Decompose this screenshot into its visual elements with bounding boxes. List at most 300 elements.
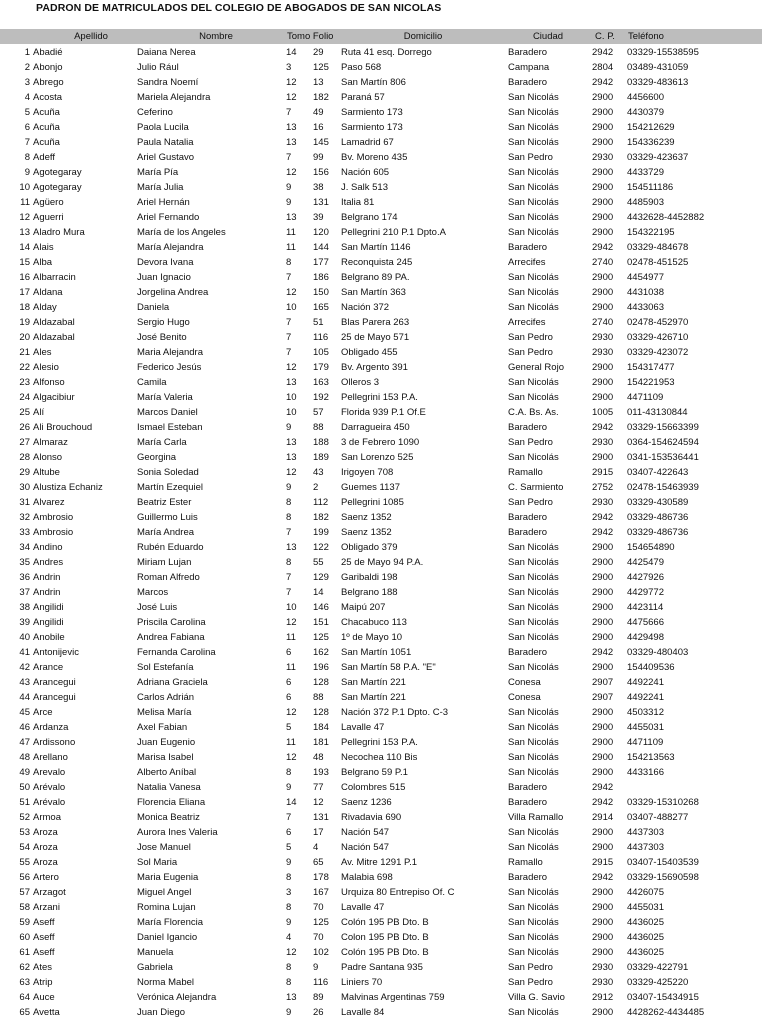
cell-folio: 151: [313, 617, 329, 628]
cell-nombre: Gabriela: [137, 962, 173, 973]
cell-ciudad: San Pedro: [508, 437, 553, 448]
cell-telefono: 02478-452970: [627, 317, 689, 328]
row-number: 24: [19, 392, 30, 403]
cell-folio: 156: [313, 167, 329, 178]
header-cp: C. P.: [595, 31, 615, 42]
cell-tomo: 9: [286, 917, 292, 928]
cell-domicilio: Malvinas Argentinas 759: [341, 992, 445, 1003]
table-row: [0, 450, 768, 465]
cell-folio: 199: [313, 527, 329, 538]
cell-telefono: 011-43130844: [627, 407, 688, 418]
cell-domicilio: Reconquista 245: [341, 257, 413, 268]
cell-ciudad: San Nicolás: [508, 542, 559, 553]
cell-ciudad: C. Sarmiento: [508, 482, 564, 493]
cell-ciudad: Conesa: [508, 692, 541, 703]
row-number: 47: [19, 737, 30, 748]
cell-folio: 116: [313, 977, 329, 988]
table-row: [0, 180, 768, 195]
cell-tomo: 11: [286, 227, 296, 238]
cell-apellido: Ali Brouchoud: [33, 422, 93, 433]
cell-ciudad: San Nicolás: [508, 392, 559, 403]
cell-tomo: 7: [286, 317, 292, 328]
table-row: [0, 975, 768, 990]
cell-telefono: 03329-15310268: [627, 797, 699, 808]
row-number: 59: [19, 917, 30, 928]
cell-ciudad: San Nicolás: [508, 137, 559, 148]
cell-nombre: Julio Rául: [137, 62, 179, 73]
cell-folio: 189: [313, 452, 329, 463]
cell-domicilio: Sarmiento 173: [341, 122, 403, 133]
cell-nombre: Daiana Nerea: [137, 47, 196, 58]
cell-telefono: 4492241: [627, 677, 664, 688]
cell-ciudad: San Nicolás: [508, 197, 559, 208]
cell-nombre: Sol Maria: [137, 857, 178, 868]
cell-domicilio: Saenz 1236: [341, 797, 392, 808]
cell-folio: 105: [313, 347, 329, 358]
cell-domicilio: Colón 195 PB Dto. B: [341, 947, 429, 958]
cell-folio: 144: [313, 242, 329, 253]
cell-apellido: Alday: [33, 302, 57, 313]
cell-telefono: 154511186: [627, 182, 674, 193]
cell-tomo: 7: [286, 572, 292, 583]
row-number: 48: [19, 752, 30, 763]
cell-apellido: Albarracin: [33, 272, 76, 283]
cell-telefono: 154213563: [627, 752, 675, 763]
table-row: [0, 570, 768, 585]
row-number: 56: [19, 872, 30, 883]
cell-tomo: 8: [286, 872, 292, 883]
cell-domicilio: Saenz 1352: [341, 527, 392, 538]
cell-folio: 178: [313, 872, 329, 883]
cell-folio: 12: [313, 797, 324, 808]
cell-ciudad: San Nicolás: [508, 887, 559, 898]
cell-telefono: 4437303: [627, 842, 664, 853]
cell-apellido: Acosta: [33, 92, 63, 103]
cell-ciudad: San Nicolás: [508, 272, 559, 283]
cell-tomo: 13: [286, 437, 297, 448]
cell-telefono: 4429498: [627, 632, 664, 643]
cell-apellido: Andino: [33, 542, 63, 553]
cell-domicilio: Obligado 379: [341, 542, 398, 553]
row-number: 45: [19, 707, 30, 718]
table-row: [0, 495, 768, 510]
cell-domicilio: Paso 568: [341, 62, 382, 73]
table-row: [0, 540, 768, 555]
cell-ciudad: San Nicolás: [508, 167, 559, 178]
cell-nombre: Daniel Igancio: [137, 932, 198, 943]
row-number: 4: [24, 92, 30, 103]
page-title: PADRON DE MATRICULADOS DEL COLEGIO DE ABOGADOS DE SAN NICOLAS: [36, 2, 442, 14]
cell-cp: 2912: [592, 992, 614, 1003]
cell-nombre: Verónica Alejandra: [137, 992, 217, 1003]
cell-telefono: 0341-153536441: [627, 452, 699, 463]
cell-telefono: 154212629: [627, 122, 675, 133]
cell-nombre: María de los Angeles: [137, 227, 226, 238]
row-number: 1: [24, 47, 30, 58]
cell-telefono: 03329-425220: [627, 977, 689, 988]
cell-ciudad: Baradero: [508, 242, 548, 253]
cell-folio: 125: [313, 917, 329, 928]
cell-apellido: Ales: [33, 347, 52, 358]
cell-cp: 2942: [592, 242, 614, 253]
cell-nombre: Paula Natalia: [137, 137, 194, 148]
cell-cp: 2900: [592, 167, 614, 178]
cell-nombre: Norma Mabel: [137, 977, 195, 988]
cell-domicilio: San Martín 806: [341, 77, 406, 88]
cell-telefono: 4423114: [627, 602, 664, 613]
cell-tomo: 6: [286, 692, 292, 703]
cell-tomo: 3: [286, 887, 292, 898]
cell-telefono: 4432628-4452882: [627, 212, 705, 223]
table-row: [0, 510, 768, 525]
row-number: 6: [24, 122, 30, 133]
cell-tomo: 8: [286, 977, 292, 988]
cell-apellido: Alesio: [33, 362, 59, 373]
table-row: [0, 705, 768, 720]
cell-folio: 192: [313, 392, 329, 403]
cell-ciudad: San Nicolás: [508, 92, 559, 103]
cell-telefono: 4437303: [627, 827, 664, 838]
row-number: 12: [19, 212, 30, 223]
table-row: [0, 480, 768, 495]
cell-domicilio: Nación 372: [341, 302, 390, 313]
cell-folio: 131: [313, 197, 329, 208]
cell-tomo: 8: [286, 512, 292, 523]
cell-folio: 51: [313, 317, 324, 328]
cell-telefono: 03329-423072: [627, 347, 689, 358]
cell-domicilio: San Martín 221: [341, 692, 406, 703]
cell-folio: 150: [313, 287, 329, 298]
cell-ciudad: Baradero: [508, 647, 548, 658]
cell-nombre: Georgina: [137, 452, 177, 463]
cell-cp: 2900: [592, 617, 614, 628]
cell-apellido: Aldana: [33, 287, 63, 298]
row-number: 11: [20, 197, 30, 208]
cell-apellido: Alfonso: [33, 377, 65, 388]
cell-cp: 2900: [592, 707, 614, 718]
row-number: 51: [19, 797, 30, 808]
cell-apellido: Aldazabal: [33, 317, 75, 328]
cell-domicilio: Colon 195 PB Dto. B: [341, 932, 429, 943]
cell-cp: 2915: [592, 857, 614, 868]
cell-tomo: 9: [286, 782, 292, 793]
cell-nombre: Martín Ezequiel: [137, 482, 204, 493]
cell-cp: 2942: [592, 872, 614, 883]
cell-domicilio: Guemes 1137: [341, 482, 400, 493]
cell-telefono: 4485903: [627, 197, 664, 208]
cell-telefono: 154221953: [627, 377, 675, 388]
cell-folio: 17: [313, 827, 324, 838]
table-row: [0, 990, 768, 1005]
cell-cp: 2900: [592, 842, 614, 853]
cell-ciudad: C.A. Bs. As.: [508, 407, 559, 418]
cell-apellido: Arévalo: [33, 797, 66, 808]
cell-tomo: 12: [286, 752, 297, 763]
table-row: [0, 795, 768, 810]
cell-tomo: 7: [286, 587, 292, 598]
cell-domicilio: Olleros 3: [341, 377, 380, 388]
table-row: [0, 870, 768, 885]
cell-tomo: 12: [286, 167, 297, 178]
cell-ciudad: San Nicolás: [508, 122, 559, 133]
row-number: 63: [19, 977, 30, 988]
cell-tomo: 9: [286, 197, 292, 208]
cell-folio: 184: [313, 722, 329, 733]
cell-folio: 146: [313, 602, 329, 613]
row-number: 40: [19, 632, 30, 643]
cell-telefono: 154409536: [627, 662, 675, 673]
cell-apellido: Acuña: [33, 107, 60, 118]
cell-domicilio: Pellegrini 153 P.A.: [341, 392, 418, 403]
cell-tomo: 8: [286, 497, 292, 508]
cell-nombre: Maria Eugenia: [137, 872, 199, 883]
table-row: [0, 345, 768, 360]
cell-folio: 88: [313, 422, 324, 433]
cell-telefono: 4433166: [627, 767, 664, 778]
cell-cp: 2900: [592, 1007, 614, 1018]
cell-folio: 57: [313, 407, 324, 418]
cell-cp: 2900: [592, 557, 614, 568]
cell-nombre: Ariel Hernán: [137, 197, 190, 208]
cell-domicilio: 3 de Febrero 1090: [341, 437, 420, 448]
cell-apellido: Avetta: [33, 1007, 60, 1018]
cell-tomo: 11: [286, 737, 296, 748]
cell-ciudad: Arrecifes: [508, 317, 546, 328]
row-number: 28: [19, 452, 30, 463]
cell-folio: 112: [313, 497, 329, 508]
cell-nombre: Monica Beatriz: [137, 812, 200, 823]
cell-tomo: 6: [286, 647, 292, 658]
cell-folio: 99: [313, 152, 324, 163]
table-row: [0, 135, 768, 150]
cell-telefono: 03329-15538595: [627, 47, 699, 58]
table-row: [0, 300, 768, 315]
cell-nombre: Maria Alejandra: [137, 347, 204, 358]
cell-apellido: Ambrosio: [33, 512, 74, 523]
cell-tomo: 8: [286, 257, 292, 268]
cell-domicilio: Nación 372 P.1 Dpto. C-3: [341, 707, 449, 718]
cell-ciudad: San Nicolás: [508, 182, 559, 193]
cell-domicilio: Darragueira 450: [341, 422, 410, 433]
cell-tomo: 13: [286, 212, 297, 223]
row-number: 57: [19, 887, 30, 898]
header-ciudad: Ciudad: [532, 31, 564, 42]
cell-tomo: 5: [286, 722, 292, 733]
cell-ciudad: General Rojo: [508, 362, 564, 373]
cell-cp: 2900: [592, 287, 614, 298]
cell-ciudad: Baradero: [508, 527, 548, 538]
cell-ciudad: Campana: [508, 62, 550, 73]
cell-tomo: 4: [286, 932, 292, 943]
row-number: 53: [19, 827, 30, 838]
row-number: 54: [19, 842, 30, 853]
cell-folio: 116: [313, 332, 329, 343]
cell-apellido: Aladro Mura: [33, 227, 85, 238]
cell-cp: 2915: [592, 467, 614, 478]
cell-folio: 2: [313, 482, 319, 493]
cell-nombre: Romina Lujan: [137, 902, 196, 913]
cell-tomo: 12: [286, 287, 297, 298]
cell-nombre: María Carla: [137, 437, 187, 448]
cell-telefono: 0364-154624594: [627, 437, 699, 448]
cell-ciudad: San Nicolás: [508, 752, 559, 763]
cell-telefono: 154317477: [627, 362, 675, 373]
cell-tomo: 13: [286, 992, 297, 1003]
cell-tomo: 8: [286, 767, 292, 778]
table-row: [0, 885, 768, 900]
cell-domicilio: Lavalle 47: [341, 722, 385, 733]
cell-ciudad: San Nicolás: [508, 632, 559, 643]
cell-apellido: Agüero: [33, 197, 64, 208]
cell-folio: 145: [313, 137, 329, 148]
header-domicilio: Domicilio: [403, 31, 443, 42]
row-number: 64: [19, 992, 30, 1003]
cell-domicilio: Italia 81: [341, 197, 375, 208]
cell-ciudad: San Nicolás: [508, 377, 559, 388]
cell-cp: 2942: [592, 782, 614, 793]
row-number: 3: [24, 77, 30, 88]
cell-folio: 186: [313, 272, 329, 283]
row-number: 26: [19, 422, 30, 433]
row-number: 16: [19, 272, 30, 283]
table-row: [0, 840, 768, 855]
cell-tomo: 9: [286, 422, 292, 433]
cell-telefono: 4456600: [627, 92, 664, 103]
cell-telefono: 4428262-4434485: [627, 1007, 705, 1018]
cell-folio: 128: [313, 677, 329, 688]
cell-apellido: Aldazabal: [33, 332, 75, 343]
table-row: [0, 960, 768, 975]
table-row: [0, 285, 768, 300]
row-number: 21: [19, 347, 30, 358]
row-number: 29: [19, 467, 30, 478]
cell-domicilio: Nación 547: [341, 842, 390, 853]
table-row: [0, 165, 768, 180]
cell-nombre: Marcos: [137, 587, 169, 598]
cell-nombre: Miriam Lujan: [137, 557, 192, 568]
cell-telefono: 03329-483613: [627, 77, 689, 88]
cell-ciudad: Villa G. Savio: [508, 992, 565, 1003]
cell-cp: 2900: [592, 827, 614, 838]
cell-ciudad: Arrecifes: [508, 257, 546, 268]
table-row: [0, 555, 768, 570]
cell-apellido: Aroza: [33, 827, 58, 838]
cell-ciudad: San Nicolás: [508, 452, 559, 463]
cell-domicilio: Sarmiento 173: [341, 107, 403, 118]
cell-folio: 122: [313, 542, 329, 553]
cell-ciudad: San Nicolás: [508, 227, 559, 238]
cell-nombre: Paola Lucila: [137, 122, 189, 133]
cell-domicilio: Bv. Moreno 435: [341, 152, 408, 163]
cell-telefono: 03329-484678: [627, 242, 689, 253]
cell-folio: 39: [313, 212, 324, 223]
cell-tomo: 7: [286, 812, 292, 823]
cell-domicilio: Bv. Argento 391: [341, 362, 408, 373]
cell-tomo: 11: [286, 632, 296, 643]
cell-tomo: 12: [286, 947, 297, 958]
table-row: [0, 525, 768, 540]
cell-folio: 16: [313, 122, 324, 133]
cell-tomo: 7: [286, 527, 292, 538]
cell-folio: 125: [313, 62, 329, 73]
cell-tomo: 5: [286, 842, 292, 853]
cell-nombre: Aurora Ines Valeria: [137, 827, 218, 838]
cell-ciudad: San Nicolás: [508, 767, 559, 778]
row-number: 17: [19, 287, 30, 298]
cell-nombre: Camila: [137, 377, 167, 388]
cell-tomo: 8: [286, 962, 292, 973]
cell-folio: 89: [313, 992, 324, 1003]
row-number: 62: [19, 962, 30, 973]
table-row: [0, 360, 768, 375]
cell-ciudad: Ramallo: [508, 467, 543, 478]
cell-telefono: 4436025: [627, 917, 664, 928]
cell-apellido: Ardissono: [33, 737, 76, 748]
cell-folio: 9: [313, 962, 319, 973]
cell-folio: 26: [313, 1007, 324, 1018]
cell-domicilio: Av. Mitre 1291 P.1: [341, 857, 418, 868]
cell-tomo: 7: [286, 272, 292, 283]
cell-nombre: Melisa María: [137, 707, 192, 718]
cell-cp: 2900: [592, 632, 614, 643]
cell-ciudad: San Pedro: [508, 332, 553, 343]
cell-ciudad: Baradero: [508, 77, 548, 88]
cell-domicilio: Belgrano 89 PA.: [341, 272, 410, 283]
cell-apellido: Arevalo: [33, 767, 66, 778]
cell-folio: 38: [313, 182, 324, 193]
cell-ciudad: San Pedro: [508, 152, 553, 163]
cell-cp: 2930: [592, 497, 614, 508]
cell-folio: 14: [313, 587, 324, 598]
cell-ciudad: San Nicolás: [508, 827, 559, 838]
cell-apellido: Aseff: [33, 947, 55, 958]
cell-cp: 2942: [592, 647, 614, 658]
cell-nombre: Sol Estefanía: [137, 662, 194, 673]
cell-nombre: Ariel Gustavo: [137, 152, 195, 163]
row-number: 27: [19, 437, 30, 448]
cell-apellido: Alonso: [33, 452, 63, 463]
cell-nombre: Carlos Adrián: [137, 692, 195, 703]
cell-nombre: Ismael Esteban: [137, 422, 203, 433]
row-number: 20: [19, 332, 30, 343]
row-number: 35: [19, 557, 30, 568]
cell-ciudad: San Nicolás: [508, 1007, 559, 1018]
cell-tomo: 7: [286, 347, 292, 358]
row-number: 15: [19, 257, 30, 268]
row-number: 7: [24, 137, 30, 148]
cell-cp: 2930: [592, 347, 614, 358]
row-number: 5: [24, 107, 30, 118]
cell-nombre: Florencia Eliana: [137, 797, 206, 808]
cell-ciudad: San Nicolás: [508, 917, 559, 928]
cell-domicilio: 25 de Mayo 94 P.A.: [341, 557, 424, 568]
cell-tomo: 13: [286, 137, 297, 148]
cell-telefono: 4427926: [627, 572, 664, 583]
cell-nombre: Federico Jesús: [137, 362, 202, 373]
cell-folio: 49: [313, 107, 324, 118]
cell-cp: 2914: [592, 812, 614, 823]
row-number: 2: [24, 62, 30, 73]
cell-apellido: Alustiza Echaniz: [33, 482, 103, 493]
table-body: [0, 45, 768, 1020]
cell-domicilio: Saenz 1352: [341, 512, 392, 523]
cell-tomo: 8: [286, 902, 292, 913]
cell-apellido: Altube: [33, 467, 60, 478]
cell-folio: 165: [313, 302, 329, 313]
cell-apellido: Abonjo: [33, 62, 63, 73]
cell-cp: 2900: [592, 272, 614, 283]
table-row: [0, 435, 768, 450]
